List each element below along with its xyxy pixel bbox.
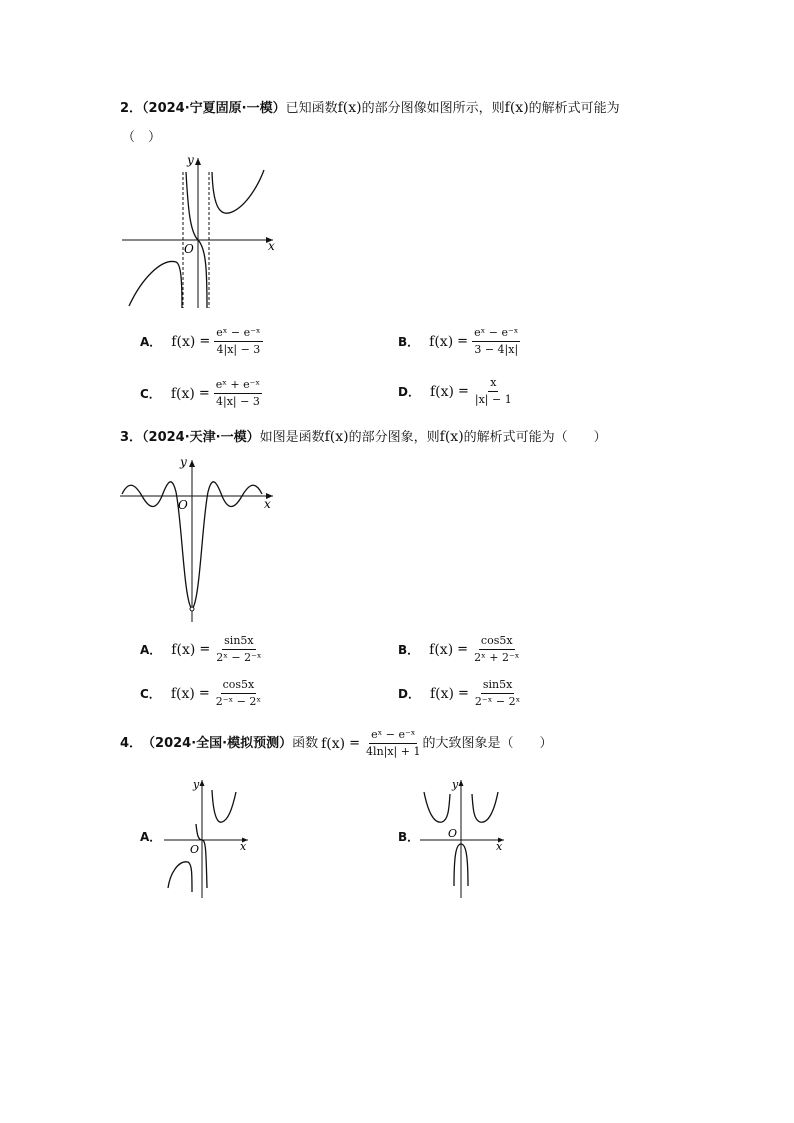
equals-sign: = [198, 386, 210, 401]
fraction [472, 326, 520, 357]
numerator: sin5x [481, 678, 514, 694]
equals-sign: = [199, 334, 211, 349]
curve-left-branch [129, 261, 182, 308]
question-2-graph [118, 150, 278, 310]
equals-sign: = [457, 642, 469, 657]
fraction [214, 378, 262, 409]
q4-option-a-graph[interactable] [162, 776, 252, 900]
option-letter: B． [398, 335, 420, 349]
stem-text: 的部分图象，则 [348, 430, 440, 445]
y-axis-label: y [193, 778, 200, 791]
question-number: 2． [120, 101, 143, 116]
question-source: （2024·全国·模拟预测） [142, 735, 293, 751]
option-letter: C． [140, 387, 161, 401]
stem-text: 已知函数 [285, 101, 338, 116]
option-letter: A． [140, 335, 162, 349]
function-symbol: f(x) [171, 641, 196, 658]
numerator: x [488, 376, 498, 392]
numerator: cos5x [479, 634, 515, 650]
denominator: 2ˣ − 2⁻ˣ [216, 651, 262, 664]
denominator: 4|x| − 3 [216, 343, 261, 356]
x-axis-label: x [496, 840, 503, 853]
q3-option-b[interactable] [398, 634, 521, 665]
question-2-stem [120, 98, 620, 119]
q3-option-d[interactable] [398, 678, 522, 709]
stem-text: 函数 [292, 735, 319, 751]
question-4-stem [120, 728, 553, 759]
equals-sign: = [457, 334, 469, 349]
stem-text: 的解析式可能为（ ） [463, 430, 607, 445]
denominator: 2ˣ + 2⁻ˣ [474, 651, 520, 664]
function-symbol: f(x) [429, 685, 454, 702]
equals-sign: = [457, 686, 469, 701]
option-letter: A． [140, 830, 162, 844]
option-letter: D． [398, 385, 420, 399]
function-symbol: f(x) [429, 383, 454, 400]
function-symbol: f(x) [337, 100, 362, 116]
y-axis-label: y [180, 455, 187, 469]
function-symbol: f(x) [324, 429, 349, 445]
option-letter: B． [398, 830, 420, 844]
q2-option-c[interactable] [140, 378, 262, 409]
q3-option-a[interactable] [140, 634, 264, 665]
origin-label: O [178, 498, 188, 512]
fraction [214, 326, 262, 357]
stem-text: 如图是函数 [259, 430, 325, 445]
x-axis-label: x [268, 239, 275, 253]
denominator: 2⁻ˣ − 2ˣ [215, 695, 262, 708]
option-letter: D． [398, 687, 420, 701]
function-symbol: f(x) [429, 333, 454, 350]
curve-left-branch [168, 862, 192, 892]
option-letter: A． [140, 643, 162, 657]
y-axis-label: y [452, 778, 459, 791]
function-symbol: f(x) [170, 685, 195, 702]
numerator: eˣ − e⁻ˣ [369, 728, 417, 744]
question-number: 4． [120, 735, 143, 751]
open-point [190, 607, 194, 611]
denominator: 3 − 4|x| [474, 343, 519, 356]
origin-label: O [190, 843, 200, 856]
q2-option-b[interactable] [398, 326, 520, 357]
function-symbol: f(x) [429, 641, 454, 658]
denominator: 4ln|x| + 1 [366, 745, 421, 758]
question-3-stem [120, 427, 607, 448]
question-source: （2024·天津·一模） [142, 430, 260, 445]
function-symbol: f(x) [504, 100, 529, 116]
fraction [473, 376, 514, 407]
curve-right-branch [472, 792, 498, 822]
curve-right-branch [212, 170, 264, 213]
fraction [364, 728, 422, 759]
function-symbol: f(x) [170, 385, 195, 402]
stem-text: 的部分图像如图所示，则 [361, 101, 505, 116]
equals-sign: = [457, 384, 469, 399]
fraction [214, 678, 263, 709]
numerator: eˣ − e⁻ˣ [214, 326, 262, 342]
option-letter: C． [140, 687, 161, 701]
equals-sign: = [199, 642, 211, 657]
denominator: |x| − 1 [474, 393, 512, 406]
answer-paren[interactable]: （ ） [122, 130, 162, 145]
fraction [472, 634, 521, 665]
function-symbol: f(x) [439, 429, 464, 445]
numerator: eˣ − e⁻ˣ [472, 326, 520, 342]
x-axis-label: x [264, 497, 271, 511]
q2-option-d[interactable] [398, 376, 514, 407]
fraction [473, 678, 522, 709]
stem-text: 的大致图象是（ ） [422, 735, 553, 751]
denominator: 4|x| − 3 [216, 395, 260, 408]
origin-label: O [448, 827, 458, 840]
q3-option-c[interactable] [140, 678, 263, 709]
q2-option-a[interactable] [140, 326, 263, 357]
function-symbol: f(x) [171, 333, 196, 350]
origin-label: O [184, 242, 194, 256]
question-number: 3． [120, 430, 143, 445]
x-axis-label: x [240, 840, 247, 853]
curve-left-branch [424, 792, 450, 822]
function-symbol: f(x) [321, 735, 346, 752]
numerator: eˣ + e⁻ˣ [214, 378, 262, 394]
question-3-graph [118, 452, 278, 624]
equals-sign: = [349, 735, 361, 751]
stem-text: 的解析式可能为 [528, 101, 620, 116]
y-axis-label: y [187, 153, 194, 167]
option-letter: B． [398, 643, 420, 657]
numerator: sin5x [222, 634, 255, 650]
numerator: cos5x [221, 678, 257, 694]
denominator: 2⁻ˣ − 2ˣ [474, 695, 521, 708]
fraction [214, 634, 263, 665]
question-source: （2024·宁夏固原·一模） [142, 101, 286, 116]
equals-sign: = [198, 686, 210, 701]
q4-option-b-graph[interactable] [418, 776, 508, 900]
curve-right-branch [212, 790, 236, 822]
